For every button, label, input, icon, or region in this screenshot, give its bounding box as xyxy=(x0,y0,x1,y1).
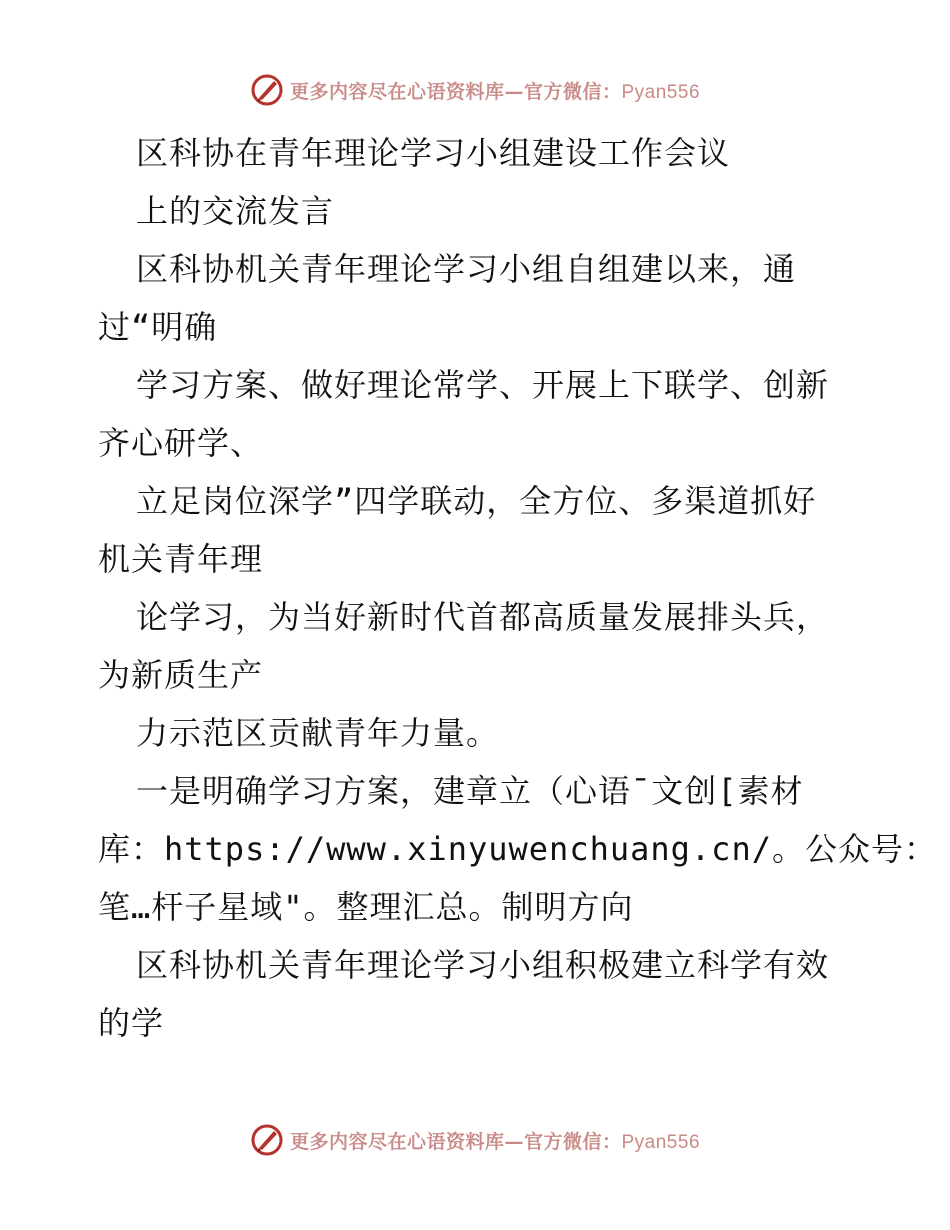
text-line: 机关青年理 xyxy=(98,540,264,578)
text-line: 为新质生产 xyxy=(98,656,264,694)
text-line: 区科协机关青年理论学习小组自组建以来，通 xyxy=(136,250,797,288)
quill-pen-logo-icon xyxy=(250,1123,284,1157)
text-line: 区科协在青年理论学习小组建设工作会议 xyxy=(136,134,731,172)
text-line: 过“明确 xyxy=(98,308,218,346)
document-body xyxy=(98,124,937,1052)
text-line: 论学习，为当好新时代首都高质量发展排头兵， xyxy=(136,598,830,636)
text-line: 库：https://www.xinyuwenchuang.cn/。公众号： xyxy=(98,830,937,868)
text-line: 力示范区贡献青年力量。 xyxy=(136,714,500,752)
header-watermark xyxy=(0,70,950,110)
text-line: 区科协机关青年理论学习小组积极建立科学有效 xyxy=(136,946,830,984)
text-line: 的学 xyxy=(98,1004,165,1042)
text-line: 立足岗位深学”四学联动，全方位、多渠道抓好 xyxy=(136,482,817,520)
watermark-text: 更多内容尽在心语资料库—官方微信：Pyan556 xyxy=(289,1130,701,1153)
quill-pen-logo-icon xyxy=(250,73,284,107)
text-line: 上的交流发言 xyxy=(136,192,335,230)
watermark-text: 更多内容尽在心语资料库—官方微信：Pyan556 xyxy=(289,80,701,103)
text-line: 学习方案、做好理论常学、开展上下联学、创新 xyxy=(136,366,830,404)
footer-watermark xyxy=(0,1120,950,1160)
text-line: 一是明确学习方案，建章立（心语¯文创[素材 xyxy=(136,772,804,810)
text-line: 齐心研学、 xyxy=(98,424,264,462)
text-line: 笔…杆子星域"。整理汇总。制明方向 xyxy=(98,888,634,926)
